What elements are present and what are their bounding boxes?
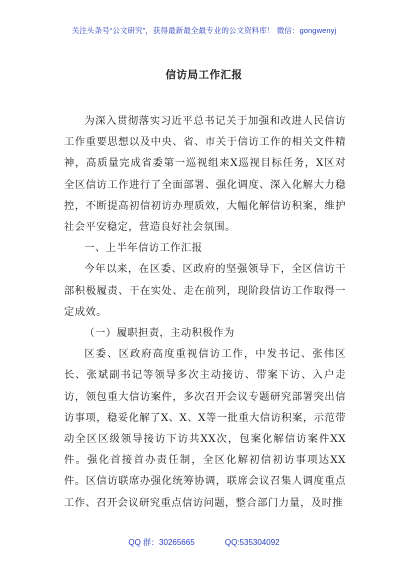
document-title: 信访局工作汇报 bbox=[165, 69, 243, 81]
qq-number-text: QQ:535304092 bbox=[224, 538, 280, 547]
section-heading-1: 一、上半年信访工作汇报 bbox=[84, 243, 203, 255]
paragraph-intro: 为深入贯彻落实习近平总书记关于加强和改进人民信访工作重要思想以及中央、省、市关于信访工作的相关文件精神，高质量完成省委第一巡视组来X巡视目标任务，X区对全区信访工作进行了全面部署、强化调度、深入化解大力稳控，不断提高初信初访办理质效，大幅化解信访积案，维护社会平安稳定，营造良好社会氛围。 bbox=[64, 116, 346, 234]
paragraph-section-1: 今年以来，在区委、区政府的坚强领导下，全区信访干部积极履责、干在实处、走在前列，现阶段信访工作取得一定成效。 bbox=[64, 264, 346, 318]
document-body bbox=[64, 111, 346, 514]
subsection-heading-1: （一）履职担责，主动积极作为 bbox=[84, 328, 235, 340]
header-banner: 关注头条号“公文研究”，获得最新最全最专业的公文资料库！ 微信：gongwenyj bbox=[71, 26, 337, 35]
qq-group-text: QQ 群：30265665 bbox=[128, 538, 195, 547]
paragraph-subsection-1: 区委、区政府高度重视信访工作，中发书记、张伟区长、张斌副书记等领导多次主动接访、带案下访、入户走访，领包重大信访案件，多次召开会议专题研究部署突出信访事项，稳妥化解了X、X、X等一批重大信访积案，示范带动全区区级领导接访下访共XX次，包案化解信访案件XX件。强化首接首办责任制，全区化解初信初访事项达XX件。区信访联席办强化统筹协调，联席会议召集人调度重点工作、召开会议研究重点信访问题，整合部门力量，及时推 bbox=[64, 349, 346, 509]
footer-contact bbox=[0, 537, 408, 548]
